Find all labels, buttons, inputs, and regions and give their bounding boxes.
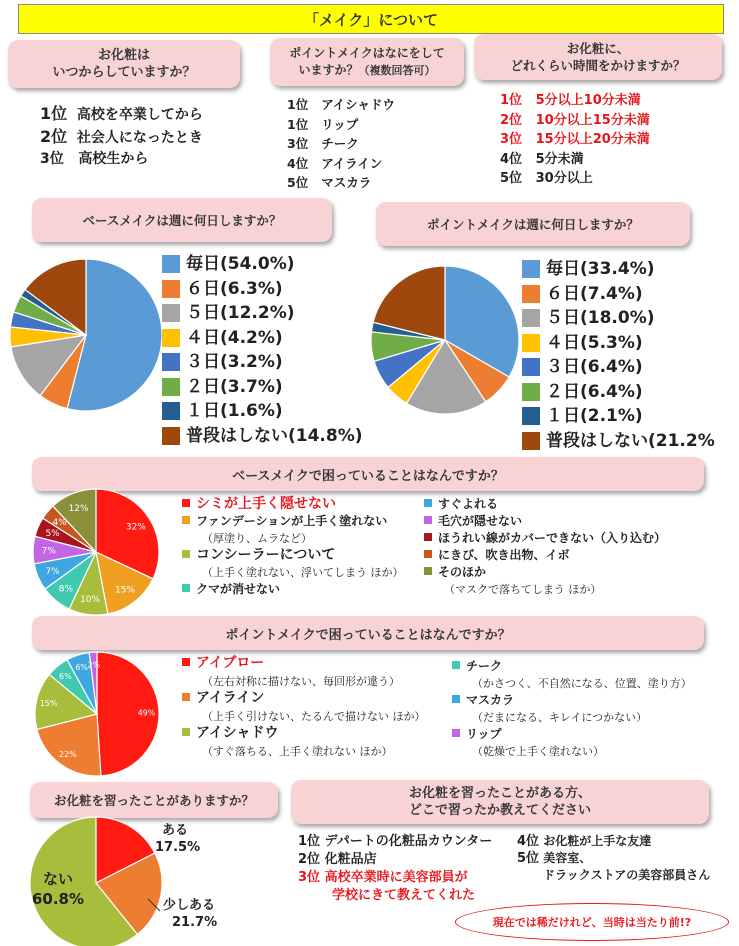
legend-swatch	[182, 658, 190, 666]
legend-item	[522, 380, 715, 405]
speech-bubble: 現在では稀だけれど、当時は当たり前!?	[455, 903, 729, 941]
ranking-row: 3位 高校卒業時に美容部員が	[298, 870, 468, 885]
legend-label: マスカラ	[466, 693, 515, 707]
legend-label: ファンデーションが上手く塗れない	[196, 514, 388, 528]
legend-item	[162, 375, 363, 400]
legend-label: ２日(6.4%)	[546, 381, 643, 402]
data-label: 15%	[114, 585, 136, 596]
legend-swatch	[162, 427, 180, 445]
legend-point-problems-right	[450, 658, 692, 760]
question-makeup-time: お化粧に、 どれくらい時間をかけますか？	[474, 34, 722, 80]
legend-item	[180, 513, 404, 530]
pie-chart-makeup-lessons	[0, 810, 290, 946]
legend-base-problems-left	[180, 496, 404, 598]
legend-swatch	[182, 550, 190, 558]
legend-swatch	[522, 407, 540, 425]
lesson-place-ranking	[298, 833, 492, 905]
legend-label: アイブロー	[196, 655, 265, 671]
legend-swatch	[182, 499, 190, 507]
legend-point-problems-left	[180, 655, 426, 760]
legend-item	[162, 252, 363, 277]
legend-label: すぐよれる	[438, 497, 499, 511]
legend-item	[522, 404, 715, 429]
legend-note: （マスクで落ちてしまう ほか）	[444, 583, 602, 596]
start-age-ranking	[40, 103, 203, 170]
ranking-row: 5位 美容室、	[517, 851, 592, 866]
legend-label: １日(1.6%)	[186, 401, 283, 421]
legend-note: （上手く塗れない、浮いてしまう ほか）	[202, 566, 404, 579]
legend-item	[522, 282, 715, 307]
legend-label: ６日(7.4%)	[546, 283, 643, 304]
legend-item	[522, 429, 715, 454]
legend-swatch	[162, 280, 180, 298]
legend-swatch	[182, 693, 190, 701]
legend-item	[180, 496, 404, 513]
legend-item	[180, 725, 426, 743]
legend-label: ３日(6.4%)	[546, 357, 643, 377]
legend-item	[180, 547, 404, 564]
legend-swatch	[522, 358, 540, 376]
legend-item	[162, 326, 363, 351]
legend-swatch	[522, 383, 540, 401]
legend-label: 毛穴が隠せない	[438, 514, 523, 528]
legend-item	[162, 424, 363, 449]
question-makeup-lessons: お化粧を習ったことがありますか？	[30, 782, 278, 818]
legend-item	[522, 331, 715, 356]
ranking-row: 1位 リップ	[287, 116, 359, 132]
legend-note: （厚塗り、ムラなど）	[202, 532, 312, 545]
ranking-row: 4位 お化粧が上手な友達	[517, 834, 652, 849]
legend-base-days	[162, 252, 363, 448]
question-start-age: お化粧は いつからしていますか？	[8, 40, 240, 88]
legend-item	[162, 350, 363, 375]
legend-point-days	[522, 257, 715, 453]
legend-item	[450, 658, 692, 675]
legend-item	[450, 726, 692, 743]
legend-swatch	[162, 329, 180, 347]
legend-item	[162, 301, 363, 326]
legend-label: ５日(18.0%)	[546, 308, 655, 328]
data-label: 6%	[59, 671, 72, 681]
legend-base-problems-right	[422, 496, 666, 598]
legend-note: （上手く引けない、たるんで描けない ほか）	[202, 709, 426, 723]
legend-label: そのほか	[438, 565, 487, 579]
legend-swatch	[424, 550, 432, 558]
legend-swatch	[182, 584, 190, 592]
ranking-row: 3位 15分以上20分未満	[500, 132, 650, 147]
data-label: 7%	[41, 546, 56, 557]
question-point-makeup-days: ポイントメイクは週に何日しますか？	[376, 202, 690, 246]
legend-label: ３日(3.2%)	[186, 352, 283, 372]
lesson-place-ranking-right	[517, 833, 710, 883]
legend-swatch	[522, 432, 540, 450]
legend-label: アイライン	[196, 690, 265, 706]
data-label: 32%	[125, 522, 146, 533]
data-label: 4%	[52, 517, 67, 528]
legend-swatch	[162, 378, 180, 396]
legend-item	[522, 257, 715, 282]
legend-note: （かさつく、不自然になる、位置、塗り方）	[472, 677, 692, 690]
ranking-row: 1位 アイシャドウ	[287, 97, 395, 112]
legend-item	[450, 692, 692, 709]
data-label: 21.7%	[172, 915, 218, 930]
ranking-row: 2位 10分以上15分未満	[500, 112, 650, 128]
data-label: 12%	[68, 504, 89, 515]
legend-label: １日(2.1%)	[546, 406, 643, 426]
data-label: 17.5%	[155, 840, 201, 855]
pie-chart-base-days	[0, 250, 180, 420]
legend-label: ５日(12.2%)	[186, 303, 295, 323]
legend-label: チーク	[466, 659, 503, 673]
legend-swatch	[522, 285, 540, 303]
data-label: ない	[42, 870, 74, 888]
question-base-makeup-days: ベースメイクは週に何日しますか？	[32, 198, 332, 242]
ranking-row: 4位 アイライン	[287, 155, 383, 171]
legend-item	[162, 277, 363, 302]
legend-swatch	[162, 255, 180, 273]
data-label: 8%	[58, 584, 74, 595]
ranking-row: 1位 5分以上10分未満	[500, 93, 641, 108]
legend-swatch	[452, 695, 460, 703]
question-point-makeup-problems: ポイントメイクで困っていることはなんですか？	[32, 616, 704, 650]
question-base-makeup-problems: ベースメイクで困っていることはなんですか？	[32, 457, 704, 491]
legend-label: 普段はしない(14.8%)	[186, 425, 363, 446]
legend-label: ２日(3.7%)	[186, 376, 283, 397]
data-label: ある	[162, 823, 189, 838]
legend-label: シミが上手く隠せない	[196, 496, 336, 512]
legend-label: 毎日(33.4%)	[546, 259, 655, 279]
data-label: 7%	[45, 566, 60, 577]
legend-item	[180, 655, 426, 673]
ranking-row: 1位 高校を卒業してから	[40, 104, 203, 123]
ranking-row: 2位 社会人になったとき	[40, 127, 203, 146]
legend-label: ほうれい線がカバーできない（入り込む）	[438, 531, 667, 545]
data-label: 10%	[80, 594, 101, 605]
legend-item	[422, 530, 666, 547]
ranking-row: 5位 30分以上	[500, 171, 593, 186]
legend-item	[422, 496, 666, 513]
question-point-makeup-items: ポイントメイクはなにをして いますか？（複数回答可）	[270, 38, 464, 86]
data-label: 15%	[39, 699, 58, 709]
legend-item	[180, 581, 404, 598]
legend-label: アイシャドウ	[196, 725, 279, 741]
legend-label: 毎日(54.0%)	[186, 254, 295, 274]
legend-label: クマが消せない	[196, 582, 281, 596]
legend-swatch	[182, 516, 190, 524]
legend-item	[522, 355, 715, 380]
legend-note: （すぐ落ちる、上手く塗れない ほか）	[202, 744, 393, 758]
legend-swatch	[162, 402, 180, 420]
legend-swatch	[424, 516, 432, 524]
ranking-row: ドラックストアの美容部員さん	[543, 868, 711, 882]
legend-note: （左右対称に描けない、毎回形が違う）	[202, 674, 400, 688]
data-label: 22%	[58, 750, 77, 760]
data-label: 49%	[137, 708, 156, 718]
legend-label: にきび、吹き出物、イボ	[438, 548, 570, 562]
legend-swatch	[452, 661, 460, 669]
legend-item	[522, 306, 715, 331]
ranking-row: 3位 高校生から	[40, 151, 149, 167]
legend-swatch	[452, 729, 460, 737]
legend-label: 普段はしない(21.2%	[546, 430, 715, 451]
ranking-row: 学校にきて教えてくれた	[332, 888, 476, 903]
legend-note: （だまになる、キレイにつかない）	[472, 711, 648, 724]
makeup-time-ranking	[500, 91, 650, 189]
ranking-row: 1位 デパートの化粧品カウンター	[298, 834, 493, 849]
point-makeup-items-ranking	[287, 95, 395, 193]
legend-swatch	[522, 309, 540, 327]
legend-label: リップ	[466, 727, 502, 741]
legend-label: ４日(4.2%)	[186, 327, 283, 348]
legend-swatch	[424, 499, 432, 507]
pie-chart-base-problems	[0, 484, 175, 624]
data-label: 60.8%	[31, 890, 85, 908]
data-label: 少しある	[163, 898, 216, 913]
data-label: 6%	[75, 662, 89, 672]
legend-swatch	[424, 567, 432, 575]
legend-swatch	[162, 353, 180, 371]
ranking-row: 2位 化粧品店	[298, 852, 377, 867]
question-lesson-place: お化粧を習ったことがある方、 どこで習ったか教えてください	[291, 780, 709, 824]
legend-label: ４日(5.3%)	[546, 332, 643, 353]
legend-swatch	[522, 260, 540, 278]
data-label: 5%	[45, 529, 60, 540]
legend-swatch	[522, 334, 540, 352]
legend-item	[162, 399, 363, 424]
legend-item	[422, 547, 666, 564]
ranking-row: 4位 5分未満	[500, 151, 584, 167]
ranking-row: 3位 チーク	[287, 136, 359, 151]
legend-item	[180, 690, 426, 708]
legend-note: （乾燥で上手く塗れない）	[472, 745, 604, 758]
data-label: 2%	[87, 660, 101, 670]
page-title: 「メイク」について	[18, 4, 724, 34]
ranking-row: 5位 マスカラ	[287, 175, 372, 190]
legend-label: ６日(6.3%)	[186, 278, 283, 299]
pie-chart-point-problems	[0, 646, 175, 781]
pie-chart-point-days	[365, 256, 535, 426]
legend-swatch	[162, 304, 180, 322]
legend-item	[422, 513, 666, 530]
legend-swatch	[182, 728, 190, 736]
legend-swatch	[424, 533, 432, 541]
legend-item	[422, 564, 666, 581]
legend-label: コンシーラーについて	[196, 547, 336, 563]
